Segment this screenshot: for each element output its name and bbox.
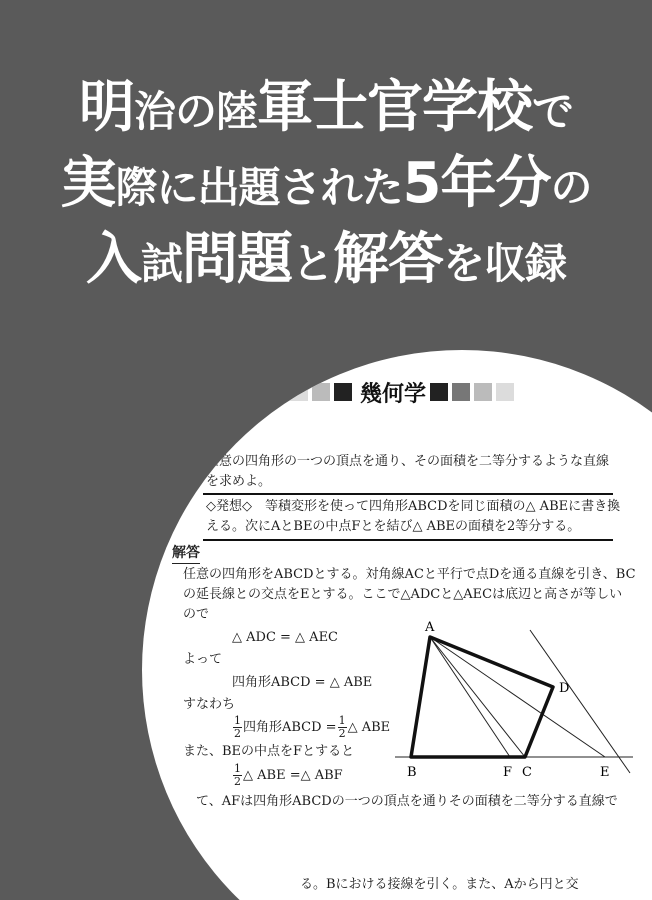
equation-part: 四角形ABCD = [243, 720, 337, 735]
point-label-A: A [425, 620, 435, 635]
problem-text: 任意の四角形の一つの頂点を通り、その面積を二等分するような直線 [206, 454, 610, 469]
hint-rule-top [203, 493, 613, 495]
answer-text: 任意の四角形をABCDとする。対角線ACと平行で点Dを通る直線を引き、BC [183, 567, 636, 582]
hint-text: ◇発想◇ 等積変形を使って四角形ABCDを同じ面積の△ ABEに書き換 [206, 499, 621, 514]
answer-text: よって [183, 652, 223, 667]
answer-text: ので [183, 607, 210, 622]
problem-text: を求めよ。 [206, 474, 272, 489]
section-banner [290, 380, 518, 407]
headline [0, 70, 652, 298]
fraction-numerator: 1 [234, 762, 241, 775]
equation [232, 715, 390, 741]
banner-square [474, 383, 492, 401]
hint-rule-bottom [203, 539, 613, 541]
point-label-F: F [503, 765, 513, 780]
equation [232, 763, 343, 789]
banner-square [452, 383, 470, 401]
point-label-E: E [600, 765, 610, 780]
headline-char: で [532, 87, 574, 136]
banner-square [430, 383, 448, 401]
headline-char: の [550, 163, 592, 212]
answer-text: の延長線との交点をEとする。ここで△ADCと△AECは底辺と高さが等しい [183, 587, 623, 602]
fraction-denominator: 2 [234, 727, 241, 740]
point-label-B: B [407, 765, 417, 780]
banner-square [312, 383, 330, 401]
banner-square [290, 383, 308, 401]
fraction-denominator: 2 [234, 775, 241, 788]
headline-char: 解答 [333, 227, 443, 292]
equation-part: △ ABE [347, 720, 391, 735]
answer-text: また、BEの中点をFとすると [183, 744, 355, 759]
fraction [233, 715, 242, 740]
equation-part: △ ABE =△ ABF [243, 768, 343, 783]
answer-text: すなわち [183, 697, 236, 712]
headline-char: 軍 [257, 75, 312, 140]
headline-char: を収録 [443, 239, 567, 288]
fraction [233, 763, 242, 788]
segment-AE [430, 637, 605, 757]
next-problem-text: る。Bにおける接線を引く。また、Aから円と交 [300, 877, 579, 892]
fraction [338, 715, 347, 740]
hint-text: える。次にAとBEの中点Fとを結び△ ABEの面積を2等分する。 [206, 519, 581, 534]
banner-square [334, 383, 352, 401]
headline-char: 5年分 [402, 151, 551, 216]
headline-char: と [291, 239, 333, 288]
headline-char: 明 [78, 75, 134, 140]
banner-square [496, 383, 514, 401]
page-preview-circle [142, 350, 652, 900]
parallel-line [530, 630, 630, 773]
section-title: 幾何学 [360, 381, 427, 407]
headline-line-1 [0, 70, 652, 146]
headline-char: 士官学校 [312, 75, 532, 140]
point-label-D: D [559, 681, 570, 696]
headline-char: 治の陸 [133, 87, 257, 136]
headline-char: 際に出題された [115, 163, 403, 212]
point-label-C: C [522, 765, 532, 780]
fraction-denominator: 2 [338, 727, 346, 740]
headline-char: 実 [60, 151, 116, 216]
headline-char: 問題 [181, 227, 292, 292]
fraction-numerator: 1 [338, 714, 346, 727]
equation: 四角形ABCD = △ ABE [232, 675, 373, 690]
fraction-numerator: 1 [234, 714, 241, 727]
equation: △ ADC = △ AEC [232, 630, 338, 645]
headline-char: 試 [140, 239, 182, 288]
answer-heading: 解答 [172, 542, 200, 564]
geometry-diagram [395, 615, 645, 785]
quadrilateral-ABCD [411, 637, 553, 757]
headline-line-3 [0, 222, 652, 298]
headline-char: 入 [85, 227, 141, 292]
answer-text: て、AFは四角形ABCDの一つの頂点を通りその面積を二等分する直線で [196, 794, 618, 809]
page-preview [142, 350, 652, 900]
headline-line-2 [0, 146, 652, 222]
